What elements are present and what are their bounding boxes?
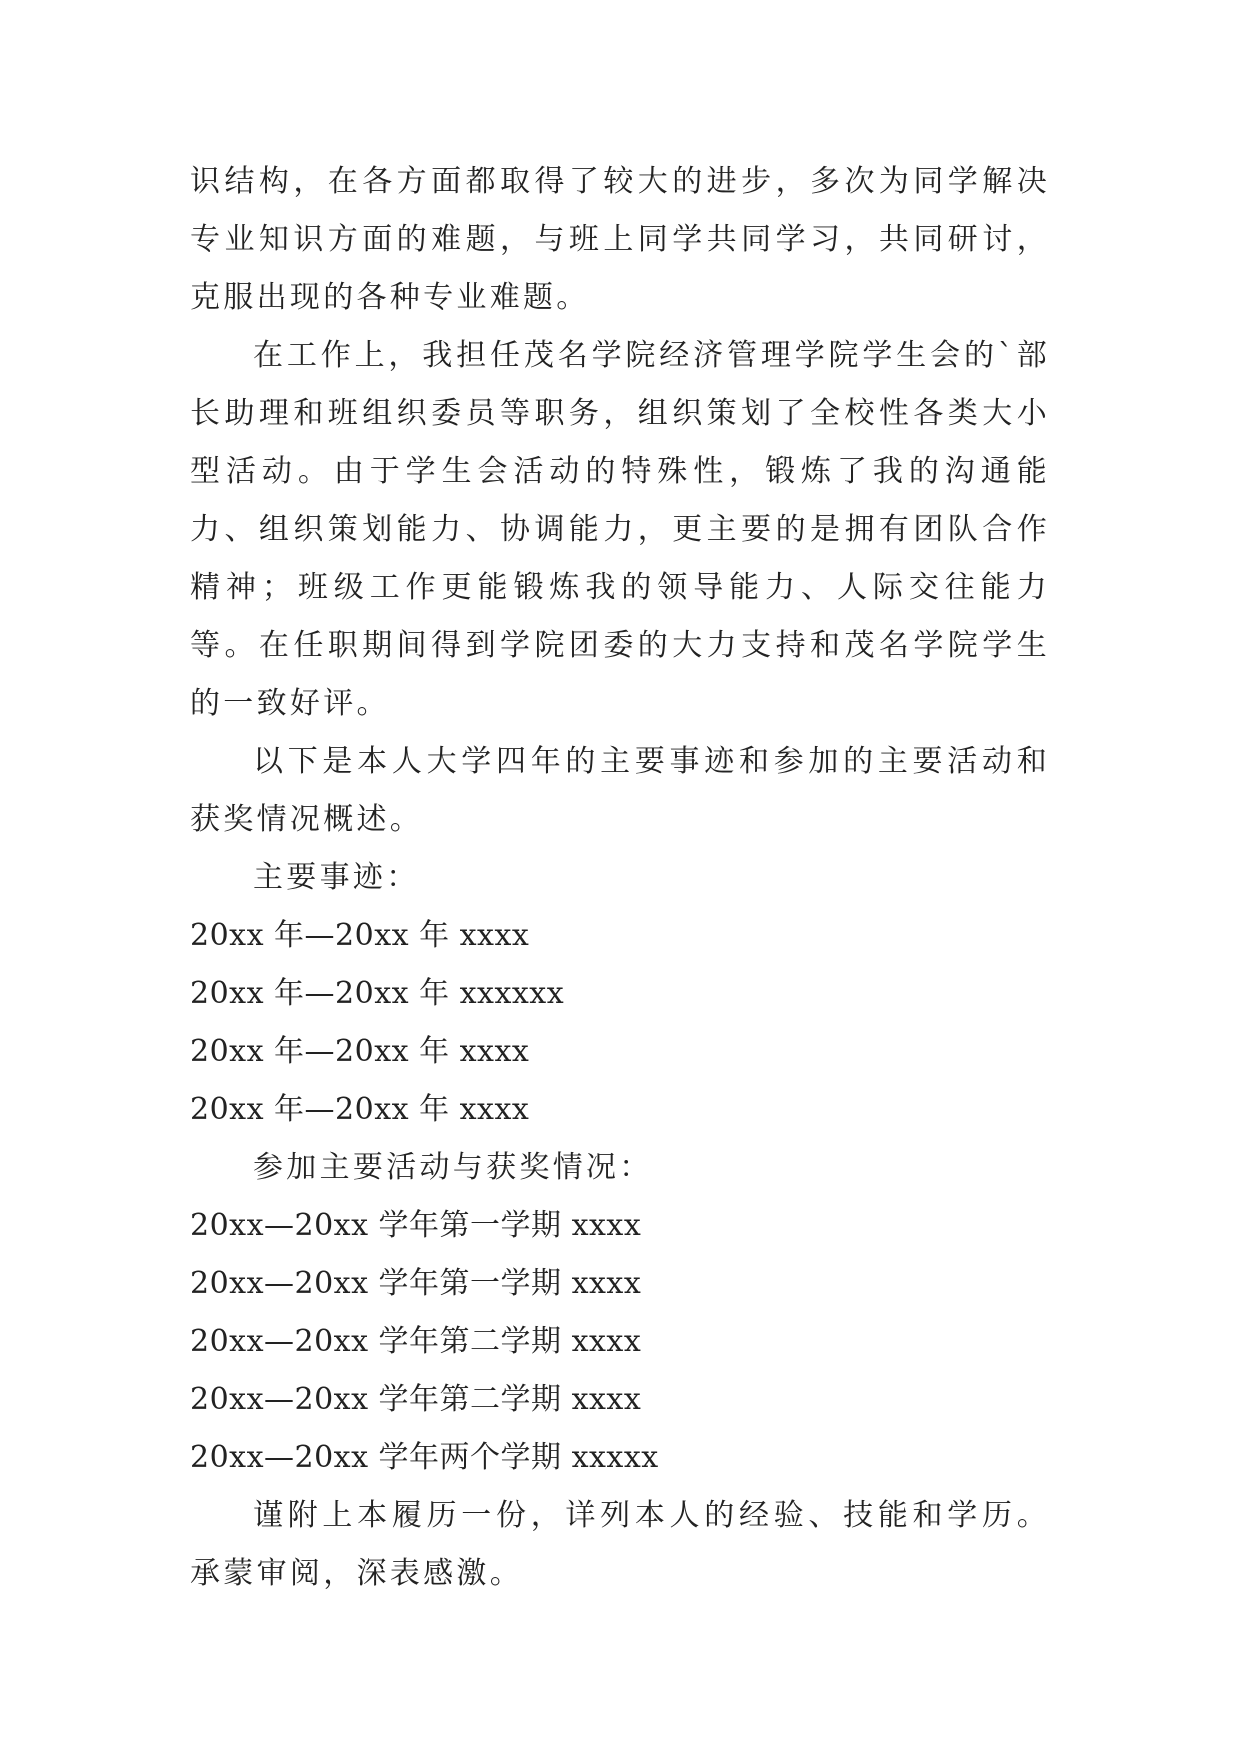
paragraph-closing: 谨附上本履历一份，详列本人的经验、技能和学历。承蒙审阅，深表感激。: [190, 1498, 1050, 1591]
main-deeds-item: 20xx 年—20xx 年 xxxx: [190, 1092, 530, 1127]
paragraph-summary-intro: 以下是本人大学四年的主要事迹和参加的主要活动和获奖情况概述。: [190, 744, 1050, 837]
activities-item: 20xx—20xx 学年第二学期 xxxx: [190, 1324, 642, 1359]
main-deeds-item: 20xx 年—20xx 年 xxxx: [190, 918, 530, 953]
main-deeds-item: 20xx 年—20xx 年 xxxx: [190, 1034, 530, 1069]
activities-heading: 参加主要活动与获奖情况：: [253, 1150, 653, 1185]
activities-item: 20xx—20xx 学年第一学期 xxxx: [190, 1266, 642, 1301]
activities-item: 20xx—20xx 学年第二学期 xxxx: [190, 1382, 642, 1417]
document-body: [190, 153, 1050, 1603]
paragraph-knowledge: 识结构，在各方面都取得了较大的进步，多次为同学解决专业知识方面的难题，与班上同学共同学习，共同研讨，克服出现的各种专业难题。: [190, 164, 1050, 315]
activities-item: 20xx—20xx 学年两个学期 xxxxx: [190, 1440, 659, 1475]
main-deeds-item: 20xx 年—20xx 年 xxxxxx: [190, 976, 565, 1011]
main-deeds-heading: 主要事迹：: [253, 860, 420, 895]
activities-item: 20xx—20xx 学年第一学期 xxxx: [190, 1208, 642, 1243]
paragraph-work: 在工作上，我担任茂名学院经济管理学院学生会的`部长助理和班组织委员等职务，组织策划了全校性各类大小型活动。由于学生会活动的特殊性，锻炼了我的沟通能力、组织策划能力、协调能力，更主要的是拥有团队合作精神；班级工作更能锻炼我的领导能力、人际交往能力等。在任职期间得到学院团委的大力支持和茂名学院学生的一致好评。: [190, 338, 1050, 721]
